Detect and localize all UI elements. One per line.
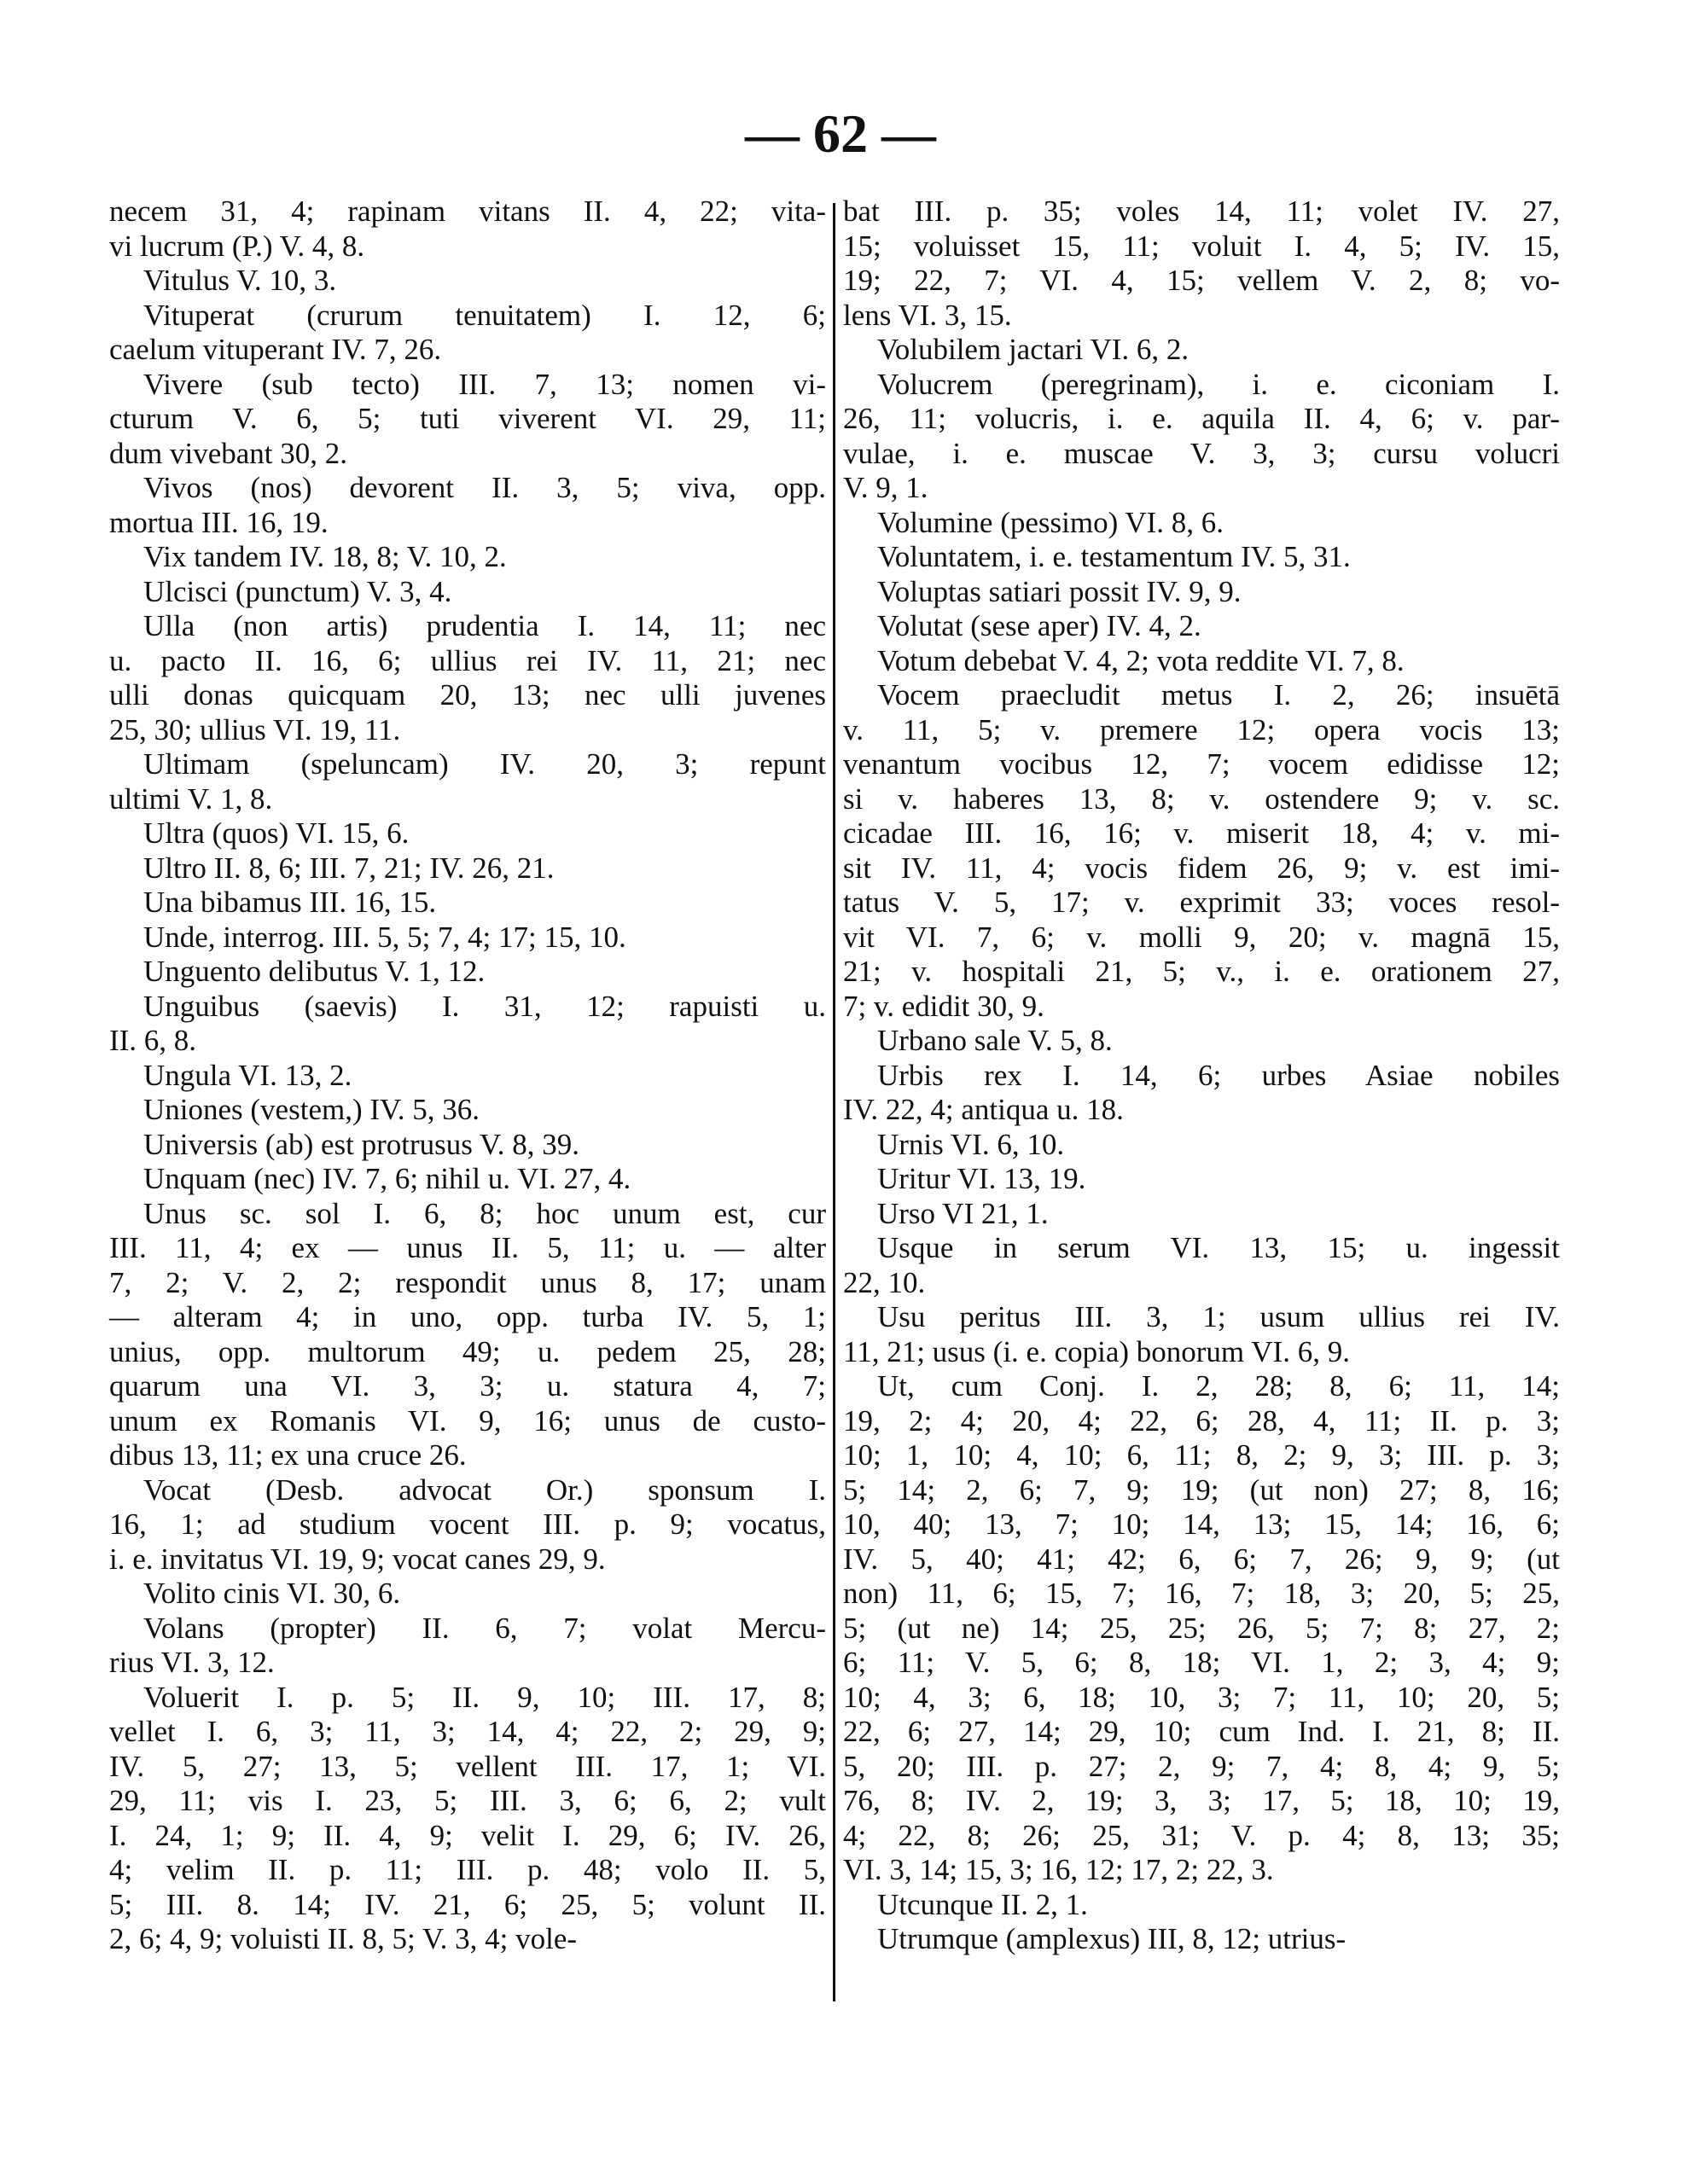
index-line: dibus 13, 11; ex una cruce 26. <box>109 1438 467 1472</box>
index-line: Vivere (sub tecto) III. 7, 13; nomen vi- <box>143 367 826 401</box>
index-line: Utrumque (amplexus) III, 8, 12; utrius- <box>877 1922 1347 1955</box>
index-line: Volans (propter) II. 6, 7; volat Mercu- <box>143 1611 826 1645</box>
index-line: mortua III. 16, 19. <box>109 505 329 539</box>
index-line: Unde, interrog. III. 5, 5; 7, 4; 17; 15, 10. <box>143 920 626 954</box>
index-line: dum vivebant 30, 2. <box>109 436 347 470</box>
index-line: 22, 6; 27, 14; 29, 10; cum Ind. I. 21, 8; II. <box>843 1715 1560 1748</box>
index-line: Urnis VI. 6, 10. <box>877 1127 1065 1161</box>
index-line: I. 24, 1; 9; II. 4, 9; velit I. 29, 6; IV. 26, <box>109 1818 826 1852</box>
index-line: Usque in serum VI. 13, 15; u. ingessit <box>877 1231 1560 1264</box>
index-line: Ungula VI. 13, 2. <box>143 1058 352 1092</box>
index-line: vit VI. 7, 6; v. molli 9, 20; v. magnā 15, <box>843 920 1560 954</box>
index-line: IV. 22, 4; antiqua u. 18. <box>843 1093 1124 1126</box>
index-line: v. 11, 5; v. premere 12; opera vocis 13; <box>843 712 1560 746</box>
index-line: Unus sc. sol I. 6, 8; hoc unum est, cur <box>143 1196 826 1230</box>
index-line: unius, opp. multorum 49; u. pedem 25, 28; <box>109 1334 826 1368</box>
index-line: 2, 6; 4, 9; voluisti II. 8, 5; V. 3, 4; vole- <box>109 1922 578 1955</box>
index-line: 76, 8; IV. 2, 19; 3, 3; 17, 5; 18, 10; 19, <box>843 1784 1560 1817</box>
index-line: ultimi V. 1, 8. <box>109 781 273 816</box>
index-line: tatus V. 5, 17; v. exprimit 33; voces resol- <box>843 886 1560 919</box>
index-line: Volumine (pessimo) VI. 8, 6. <box>877 505 1224 539</box>
index-line: i. e. invitatus VI. 19, 9; vocat canes 29, 9. <box>109 1542 606 1576</box>
index-line: — alteram 4; in uno, opp. turba IV. 5, 1; <box>109 1300 826 1333</box>
index-line: necem 31, 4; rapinam vitans II. 4, 22; vita- <box>109 195 826 228</box>
index-line: 16, 1; ad studium vocent III. p. 9; vocatus, <box>109 1507 826 1541</box>
index-line: 11, 21; usus (i. e. copia) bonorum VI. 6, 9. <box>843 1334 1350 1368</box>
index-line: quarum una VI. 3, 3; u. statura 4, 7; <box>109 1369 826 1403</box>
index-line: Utcunque II. 2, 1. <box>877 1887 1088 1921</box>
index-line: Volito cinis VI. 30, 6. <box>143 1577 401 1610</box>
index-line: 19, 2; 4; 20, 4; 22, 6; 28, 4, 11; II. p. 3; <box>843 1403 1560 1438</box>
index-line: Vivos (nos) devorent II. 3, 5; viva, opp. <box>143 471 826 504</box>
index-line: 10; 1, 10; 4, 10; 6, 11; 8, 2; 9, 3; III. p. 3; <box>843 1438 1560 1472</box>
index-line: Unquam (nec) IV. 7, 6; nihil u. VI. 27, 4. <box>143 1162 631 1195</box>
index-line: 21; v. hospitali 21, 5; v., i. e. orationem 27, <box>843 955 1560 988</box>
index-line: 6; 11; V. 5, 6; 8, 18; VI. 1, 2; 3, 4; 9; <box>843 1646 1560 1679</box>
index-line: ulli donas quicquam 20, 13; nec ulli juvenes <box>109 678 826 712</box>
index-line: Unguento delibutus V. 1, 12. <box>143 955 486 988</box>
index-line: 7; v. edidit 30, 9. <box>843 989 1044 1023</box>
index-line: Volucrem (peregrinam), i. e. ciconiam I. <box>877 367 1560 401</box>
index-line: 10, 40; 13, 7; 10; 14, 13; 15, 14; 16, 6; <box>843 1507 1560 1541</box>
index-line: Urso VI 21, 1. <box>877 1196 1049 1230</box>
index-line: IV. 5, 27; 13, 5; vellent III. 17, 1; VI. <box>109 1749 826 1783</box>
right-column <box>843 195 1560 1957</box>
index-line: 5; III. 8. 14; IV. 21, 6; 25, 5; volunt II. <box>109 1887 826 1921</box>
index-line: 4; 22, 8; 26; 25, 31; V. p. 4; 8, 13; 35; <box>843 1818 1560 1852</box>
index-line: Usu peritus III. 3, 1; usum ullius rei IV. <box>877 1300 1560 1333</box>
index-line: 15; voluisset 15, 11; voluit I. 4, 5; IV. 15, <box>843 229 1560 263</box>
index-line: 10; 4, 3; 6, 18; 10, 3; 7; 11, 10; 20, 5; <box>843 1680 1560 1714</box>
index-line: Votum debebat V. 4, 2; vota reddite VI. 7, 8. <box>877 643 1405 677</box>
index-line: Uniones (vestem,) IV. 5, 36. <box>143 1093 480 1126</box>
index-line: Volubilem jactari VI. 6, 2. <box>877 333 1189 366</box>
index-line: Voluntatem, i. e. testamentum IV. 5, 31. <box>877 540 1351 573</box>
index-line: sit IV. 11, 4; vocis fidem 26, 9; v. est imi- <box>843 851 1560 885</box>
index-line: V. 9, 1. <box>843 471 928 504</box>
index-line: Voluerit I. p. 5; II. 9, 10; III. 17, 8; <box>143 1680 826 1714</box>
index-line: II. 6, 8. <box>109 1024 197 1057</box>
index-line: 22, 10. <box>843 1265 926 1299</box>
index-line: 25, 30; ullius VI. 19, 11. <box>109 712 401 746</box>
index-line: 26, 11; volucris, i. e. aquila II. 4, 6; v. par- <box>843 402 1560 435</box>
index-line: vulae, i. e. muscae V. 3, 3; cursu volucri <box>843 436 1560 470</box>
index-line: lens VI. 3, 15. <box>843 298 1012 332</box>
index-line: non) 11, 6; 15, 7; 16, 7; 18, 3; 20, 5; 25, <box>843 1577 1560 1610</box>
index-line: Voluptas satiari possit IV. 9, 9. <box>877 574 1242 608</box>
index-line: si v. haberes 13, 8; v. ostendere 9; v. sc. <box>843 781 1560 816</box>
index-line: bat III. p. 35; voles 14, 11; volet IV. 27, <box>843 195 1560 228</box>
index-line: caelum vituperant IV. 7, 26. <box>109 333 442 366</box>
index-line: Urbis rex I. 14, 6; urbes Asiae nobiles <box>877 1058 1560 1092</box>
index-line: venantum vocibus 12, 7; vocem edidisse 12; <box>843 747 1560 781</box>
index-line: cicadae III. 16, 16; v. miserit 18, 4; v. mi- <box>843 816 1560 850</box>
index-line: Urbano sale V. 5, 8. <box>877 1024 1113 1057</box>
index-line: Ut, cum Conj. I. 2, 28; 8, 6; 11, 14; <box>877 1369 1560 1403</box>
index-line: Ultro II. 8, 6; III. 7, 21; IV. 26, 21. <box>143 851 555 885</box>
index-line: unum ex Romanis VI. 9, 16; unus de custo- <box>109 1403 826 1438</box>
index-line: IV. 5, 40; 41; 42; 6, 6; 7, 26; 9, 9; (ut <box>843 1542 1560 1576</box>
index-line: Vituperat (crurum tenuitatem) I. 12, 6; <box>143 298 826 332</box>
page-number: — 62 — <box>745 103 936 164</box>
index-line: cturum V. 6, 5; tuti viverent VI. 29, 11; <box>109 402 826 435</box>
index-line: Ulcisci (punctum) V. 3, 4. <box>143 574 452 608</box>
index-line: 29, 11; vis I. 23, 5; III. 3, 6; 6, 2; vult <box>109 1784 826 1817</box>
index-line: 5, 20; III. p. 27; 2, 9; 7, 4; 8, 4; 9, 5; <box>843 1749 1560 1783</box>
index-line: Vix tandem IV. 18, 8; V. 10, 2. <box>143 540 507 573</box>
index-line: Universis (ab) est protrusus V. 8, 39. <box>143 1127 580 1161</box>
index-line: vi lucrum (P.) V. 4, 8. <box>109 229 365 263</box>
index-line: rius VI. 3, 12. <box>109 1646 275 1679</box>
index-line: VI. 3, 14; 15, 3; 16, 12; 17, 2; 22, 3. <box>843 1853 1274 1886</box>
index-line: Unguibus (saevis) I. 31, 12; rapuisti u. <box>143 989 826 1023</box>
index-line: Volutat (sese aper) IV. 4, 2. <box>877 609 1201 642</box>
index-line: Una bibamus III. 16, 15. <box>143 886 437 919</box>
index-line: Vocem praecludit metus I. 2, 26; insuētā <box>877 678 1560 712</box>
index-line: 5; (ut ne) 14; 25, 25; 26, 5; 7; 8; 27, 2; <box>843 1611 1560 1645</box>
index-line: u. pacto II. 16, 6; ullius rei IV. 11, 21; nec <box>109 643 826 677</box>
index-line: III. 11, 4; ex — unus II. 5, 11; u. — alter <box>109 1231 826 1264</box>
index-line: Vocat (Desb. advocat Or.) sponsum I. <box>143 1472 826 1507</box>
index-line: Ultimam (speluncam) IV. 20, 3; repunt <box>143 747 826 781</box>
column-divider <box>833 203 835 2001</box>
index-line: 7, 2; V. 2, 2; respondit unus 8, 17; unam <box>109 1265 826 1299</box>
index-line: vellet I. 6, 3; 11, 3; 14, 4; 22, 2; 29, 9; <box>109 1715 826 1748</box>
left-column <box>109 195 826 1957</box>
index-line: 4; velim II. p. 11; III. p. 48; volo II. 5, <box>109 1853 826 1886</box>
index-line: 5; 14; 2, 6; 7, 9; 19; (ut non) 27; 8, 16; <box>843 1472 1560 1507</box>
index-line: Ultra (quos) VI. 15, 6. <box>143 816 410 850</box>
index-line: 19; 22, 7; VI. 4, 15; vellem V. 2, 8; vo- <box>843 264 1560 297</box>
index-line: Uritur VI. 13, 19. <box>877 1162 1086 1195</box>
index-line: Ulla (non artis) prudentia I. 14, 11; nec <box>143 609 826 642</box>
index-line: Vitulus V. 10, 3. <box>143 264 337 297</box>
